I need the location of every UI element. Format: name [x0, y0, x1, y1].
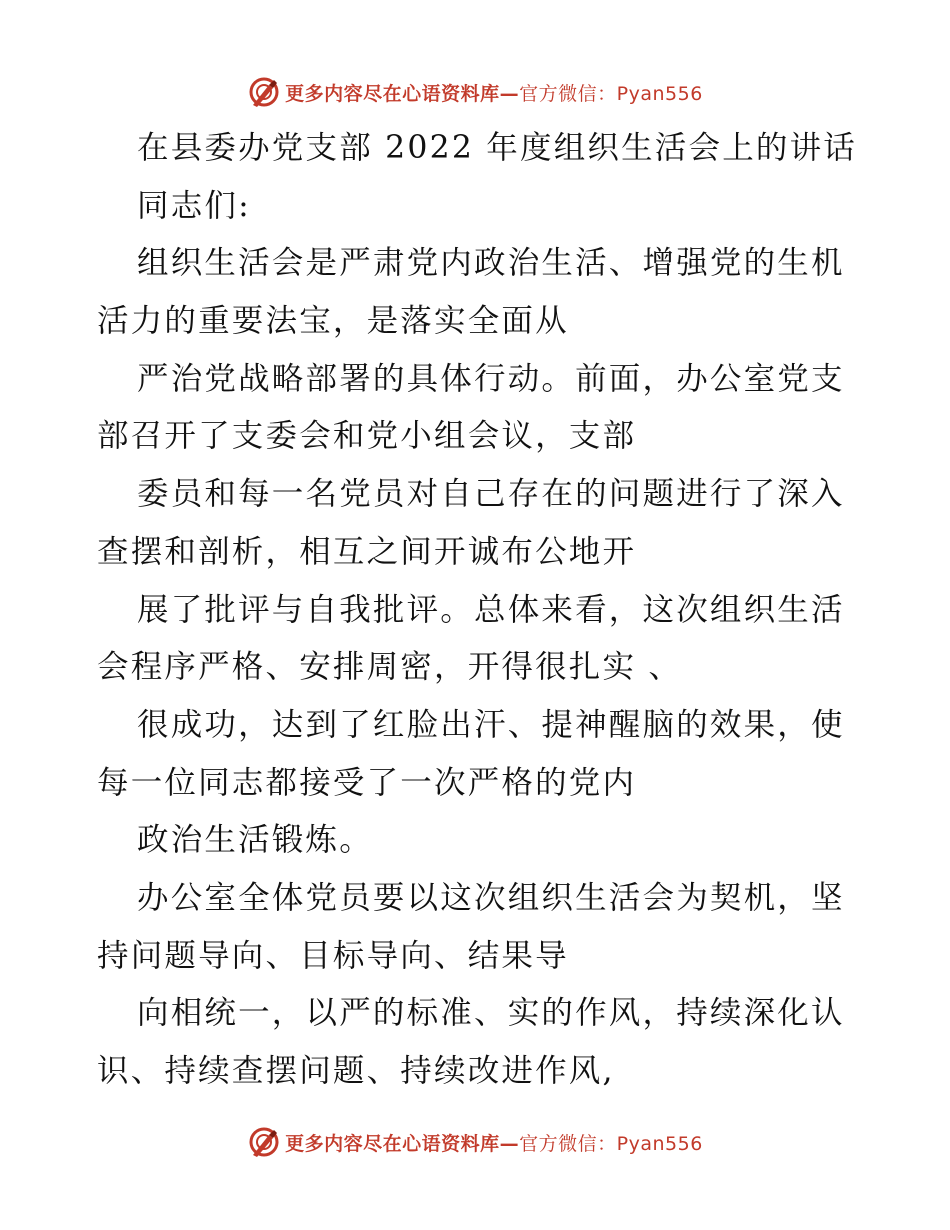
text-line: 活力的重要法宝，是落实全面从	[97, 303, 569, 340]
text-line: 会程序严格、安排周密，开得很扎实 、	[97, 649, 683, 686]
text-line: 每一位同志都接受了一次严格的党内	[97, 764, 637, 801]
text-line: 组织生活会是严肃党内政治生活、增强党的生机	[137, 245, 845, 282]
text-line: 办公室全体党员要以这次组织生活会为契机，坚	[137, 879, 845, 916]
footer-banner-text: 更多内容尽在心语资料库—官方微信：Pyan556	[285, 1132, 703, 1155]
text-line: 很成功，达到了红脸出汗、提神醒脑的效果，使	[137, 706, 845, 743]
text-line: 部召开了支委会和党小组会议，支部	[97, 418, 637, 455]
text-line: 政治生活锻炼。	[137, 822, 373, 859]
text-line: 识、持续查摆问题、持续改进作风,	[97, 1053, 615, 1089]
text-line: 查摆和剖析，相互之间开诚布公地开	[97, 533, 637, 570]
header-banner-text: 更多内容尽在心语资料库—官方微信：Pyan556	[285, 82, 703, 105]
pen-logo-icon	[247, 75, 281, 109]
footer-banner	[0, 1122, 950, 1162]
text-line: 委员和每一名党员对自己存在的问题进行了深入	[137, 476, 845, 513]
text-line: 展了批评与自我批评。总体来看，这次组织生活	[137, 591, 845, 628]
text-line: 持问题导向、目标导向、结果导	[97, 937, 569, 974]
text-line: 向相统一，以严的标准、实的作风，持续深化认	[137, 995, 845, 1032]
text-line: 同志们:	[137, 187, 251, 224]
text-line: 严治党战略部署的具体行动。前面，办公室党支	[137, 360, 845, 397]
document-title: 在县委办党支部 2022 年度组织生活会上的讲话	[137, 130, 857, 166]
pen-logo-icon	[247, 1125, 281, 1159]
document-body	[97, 120, 857, 1101]
header-banner	[0, 72, 950, 112]
